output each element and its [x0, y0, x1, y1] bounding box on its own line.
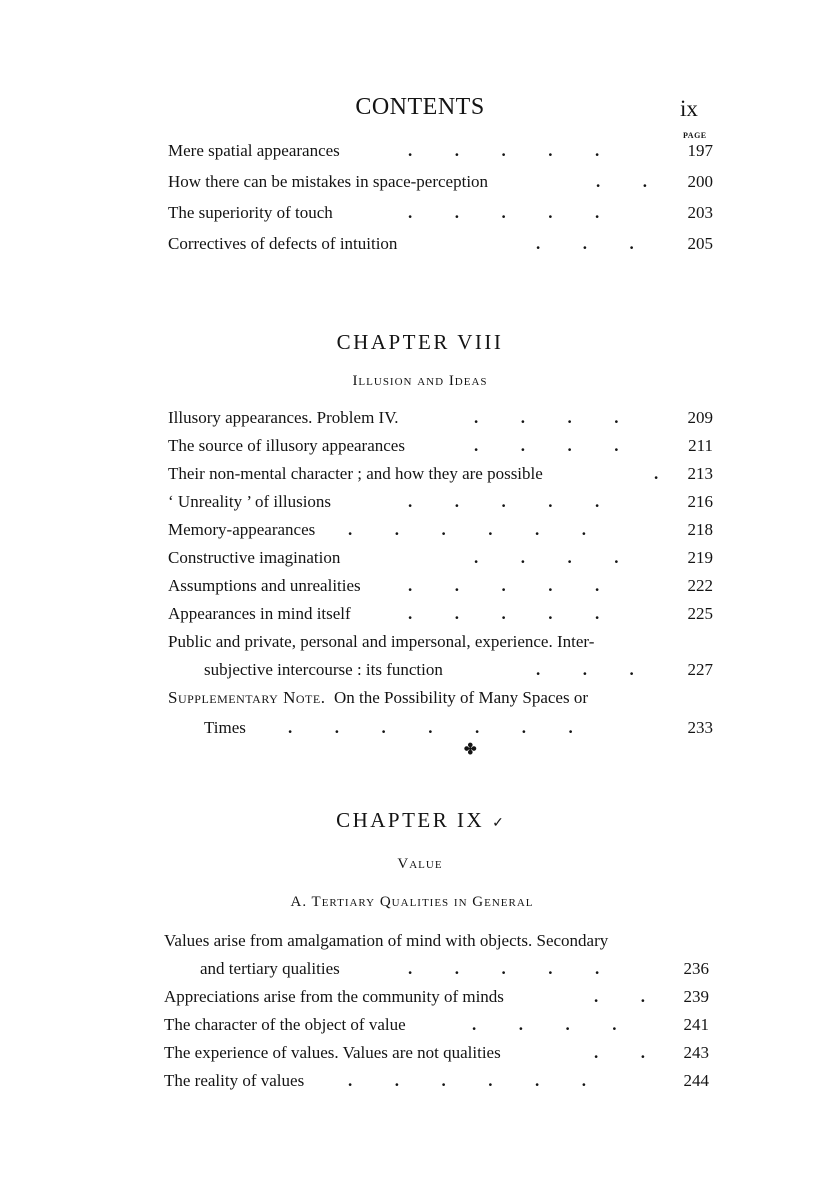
- entry-title: Appearances in mind itself: [168, 604, 351, 623]
- entry-page: 205: [687, 234, 713, 253]
- leader-dots: . . . . .: [408, 576, 600, 595]
- entry-page: 239: [683, 987, 709, 1006]
- toc-entry: [168, 574, 713, 598]
- entry-title: How there can be mistakes in space-perception: [168, 172, 489, 191]
- pencil-mark-icon: ✤: [464, 742, 477, 758]
- leader-dots: . . .: [536, 234, 634, 253]
- leader-dots: . . . .: [472, 1015, 617, 1034]
- entry-page: 203: [687, 203, 713, 222]
- leader-dots: . . . .: [474, 436, 619, 455]
- entry-title: ‘ Unreality ’ of illusions: [168, 492, 332, 511]
- entry-page: 197: [687, 141, 713, 160]
- leader-dots: . .: [596, 172, 647, 191]
- toc-entry: [164, 929, 709, 953]
- leader-dots: . . . . . .: [348, 1071, 586, 1090]
- entry-page: 227: [687, 660, 713, 679]
- entry-page: 243: [683, 1043, 709, 1062]
- entry-title: The reality of values: [164, 1071, 305, 1090]
- entry-page: 241: [683, 1015, 709, 1034]
- leader-dots: . . . . .: [408, 141, 600, 160]
- toc-entry: [168, 490, 713, 514]
- toc-entry: [168, 406, 713, 430]
- chapter-subtitle: Illusion and Ideas: [352, 373, 488, 389]
- section-heading: A. Tertiary Qualities in General: [290, 894, 534, 910]
- toc-entry: [164, 957, 709, 981]
- toc-entry: [168, 630, 713, 654]
- leader-dots: . . . . .: [408, 604, 600, 623]
- leader-dots: . . . . .: [408, 959, 600, 978]
- toc-entry: [164, 1069, 709, 1093]
- leader-dots: . . . . .: [408, 203, 600, 222]
- toc-entry: [168, 139, 713, 163]
- page-number: ix: [680, 96, 698, 121]
- chapter-heading: CHAPTER VIII: [336, 330, 504, 354]
- entry-title: Values arise from amalgamation of mind with objects. Secondary: [164, 931, 609, 950]
- leader-dots: . .: [594, 987, 645, 1006]
- chapter-subtitle: Value: [397, 856, 443, 872]
- toc-entry: [168, 602, 713, 626]
- entry-page: 209: [687, 408, 713, 427]
- entry-title: Memory-appearances: [168, 520, 316, 539]
- leader-dots: . .: [594, 1043, 645, 1062]
- supplementary-note-label: Supplementary Note.: [168, 688, 326, 707]
- entry-title: Assumptions and unrealities: [168, 576, 361, 595]
- entry-title: Illusory appearances. Problem IV.: [168, 408, 399, 427]
- leader-dots: . . . . . .: [348, 520, 586, 539]
- entry-page: 216: [687, 492, 713, 511]
- checkmark-icon: ✓: [492, 816, 504, 831]
- entry-title: and tertiary qualities: [200, 959, 340, 978]
- entry-page: 236: [683, 959, 709, 978]
- entry-title: Public and private, personal and impersonal, experience. Inter-: [168, 632, 595, 651]
- toc-entry: [164, 1041, 709, 1065]
- toc-entry: [168, 658, 713, 682]
- toc-entry: [168, 170, 713, 194]
- entry-page: 200: [687, 172, 713, 191]
- running-title: CONTENTS: [355, 94, 485, 120]
- toc-entry: [168, 201, 713, 225]
- entry-page: 244: [683, 1071, 709, 1090]
- entry-page: 233: [687, 718, 713, 737]
- chapter-heading: [0, 808, 840, 833]
- entry-title: subjective intercourse : its function: [204, 660, 443, 679]
- entry-title: Correctives of defects of intuition: [168, 234, 398, 253]
- entry-page: 213: [687, 464, 713, 483]
- entry-page: 218: [687, 520, 713, 539]
- toc-entry: [168, 462, 713, 486]
- entry-title: Appreciations arise from the community of minds: [164, 987, 504, 1006]
- leader-dots: . . . .: [474, 408, 619, 427]
- entry-page: 219: [687, 548, 713, 567]
- toc-entry: [164, 985, 709, 1009]
- entry-title: Their non-mental character ; and how they are possible: [168, 464, 543, 483]
- entry-title: Constructive imagination: [168, 548, 341, 567]
- toc-entry: [168, 546, 713, 570]
- entry-title: Times: [204, 718, 246, 737]
- entry-page: 211: [688, 436, 713, 455]
- leader-dots: . . . .: [474, 548, 619, 567]
- entry-title: The superiority of touch: [168, 203, 333, 222]
- toc-entry: [164, 1013, 709, 1037]
- leader-dots: . . . . .: [408, 492, 600, 511]
- entry-title: The source of illusory appearances: [168, 436, 405, 455]
- leader-dots: . . .: [536, 660, 634, 679]
- entry-title: The character of the object of value: [164, 1015, 406, 1034]
- leader-dots: .: [654, 464, 659, 483]
- entry-page: 222: [687, 576, 713, 595]
- entry-page: 225: [687, 604, 713, 623]
- entry-title: [168, 686, 588, 710]
- leader-dots: . . . . . . .: [288, 718, 573, 737]
- toc-entry: [168, 232, 713, 256]
- chapter-heading-text: CHAPTER IX: [336, 808, 485, 832]
- entry-title: The experience of values. Values are not qualities: [164, 1043, 501, 1062]
- toc-entry: [168, 686, 713, 710]
- entry-title-text: On the Possibility of Many Spaces or: [333, 688, 588, 707]
- toc-entry: [168, 434, 713, 458]
- toc-entry: [168, 518, 713, 542]
- page-column-label: PAGE: [683, 131, 707, 140]
- toc-entry: [168, 716, 713, 740]
- entry-title: Mere spatial appearances: [168, 141, 340, 160]
